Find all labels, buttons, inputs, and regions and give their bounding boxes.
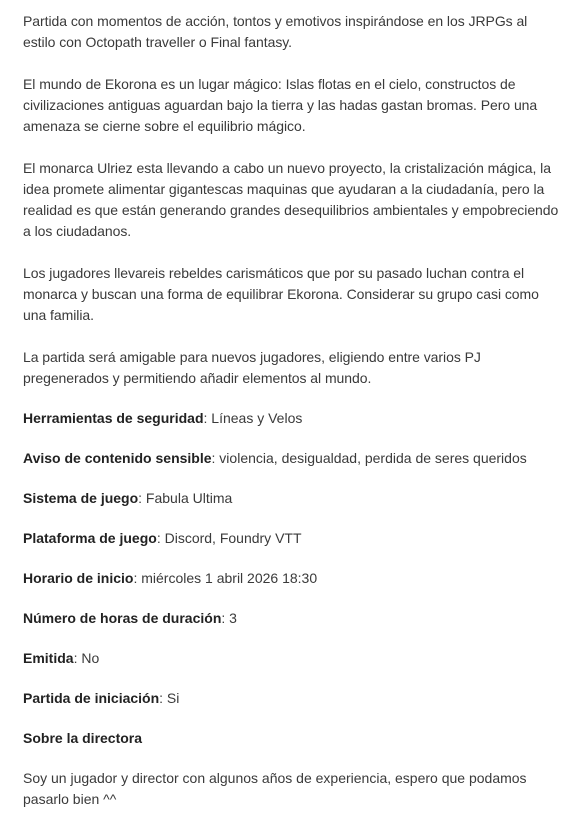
director-heading: Sobre la directora [23, 730, 143, 746]
field-value: : Discord, Foundry VTT [156, 530, 302, 546]
description-paragraph: Los jugadores llevareis rebeldes carismáticos que por su pasado luchan contra el monarca y buscan una forma de equilibrar Ekorona. Considerar su grupo casi como una familia. [23, 265, 539, 323]
field-value: : No [73, 650, 100, 666]
field-value: : Líneas y Velos [203, 410, 303, 426]
field-label: Partida de iniciación [23, 690, 160, 706]
field-content-warning [23, 448, 559, 469]
field-label: Número de horas de duración [23, 610, 222, 626]
field-safety-tools [23, 408, 559, 429]
field-label: Aviso de contenido sensible [23, 450, 212, 466]
field-beginner-friendly [23, 688, 559, 709]
director-bio: Soy un jugador y director con algunos años de experiencia, espero que podamos pasarlo bien ^^ [23, 770, 527, 807]
field-value: : miércoles 1 abril 2026 18:30 [133, 570, 318, 586]
field-duration [23, 608, 559, 629]
field-value: : Fabula Ultima [138, 490, 233, 506]
field-streamed [23, 648, 559, 669]
field-value: : violencia, desigualdad, perdida de seres queridos [211, 450, 527, 466]
field-label: Plataforma de juego [23, 530, 157, 546]
field-label: Sistema de juego [23, 490, 139, 506]
field-value: : 3 [221, 610, 237, 626]
field-platform [23, 528, 559, 549]
field-label: Emitida [23, 650, 74, 666]
description-paragraph: El monarca Ulriez esta llevando a cabo un nuevo proyecto, la cristalización mágica, la idea promete alimentar gigantescas maquinas que ayudaran a la ciudadanía, pero la realidad es que están generando grandes desequilibrios ambientales y empobreciendo a los ciudadanos. [23, 160, 559, 239]
description-paragraph: La partida será amigable para nuevos jugadores, eligiendo entre varios PJ pregenerados y permitiendo añadir elementos al mundo. [23, 349, 481, 386]
field-start-time [23, 568, 559, 589]
field-game-system [23, 488, 559, 509]
field-label: Herramientas de seguridad [23, 410, 204, 426]
description-paragraph: El mundo de Ekorona es un lugar mágico: Islas flotas en el cielo, constructos de civilizaciones antiguas aguardan bajo la tierra y las hadas gastan bromas. Pero una amenaza se cierne sobre el equilibrio mágico. [23, 76, 538, 134]
description-paragraph: Partida con momentos de acción, tontos y emotivos inspirándose en los JRPGs al estilo con Octopath traveller o Final fantasy. [23, 13, 528, 50]
field-value: : Si [159, 690, 180, 706]
field-label: Horario de inicio [23, 570, 134, 586]
